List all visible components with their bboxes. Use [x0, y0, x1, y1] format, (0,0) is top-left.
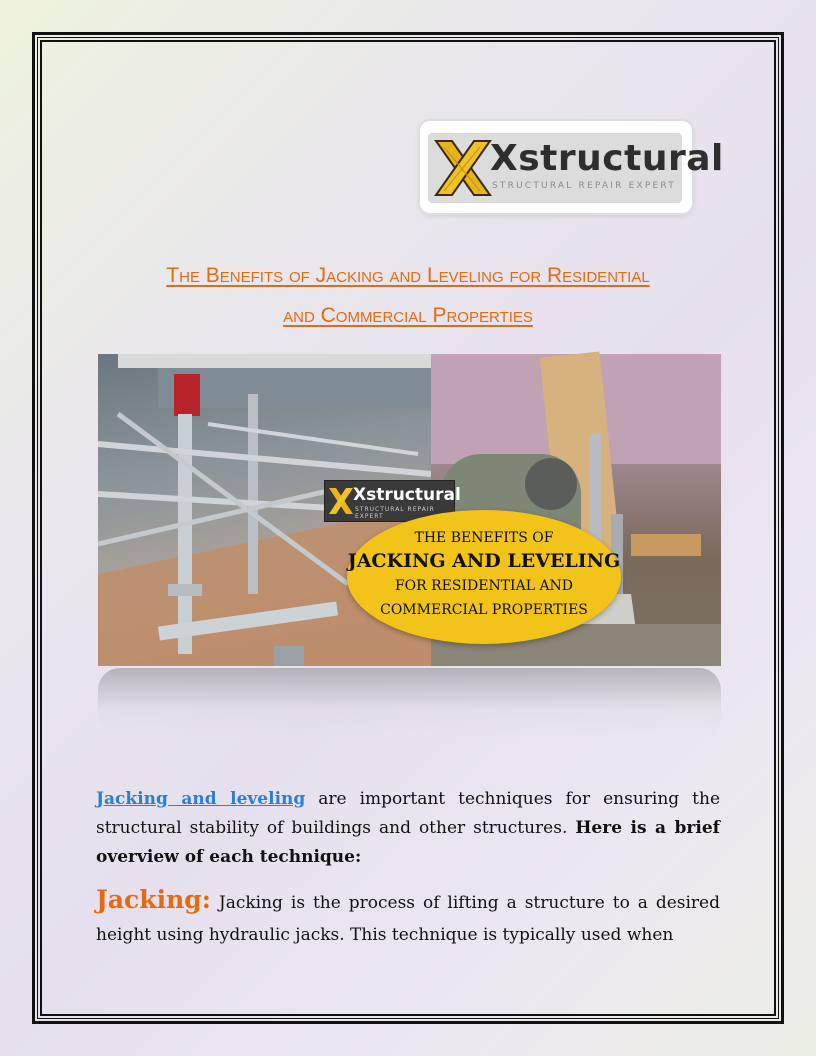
jacking-heading: Jacking:	[96, 885, 211, 914]
jacking-leveling-link[interactable]: Jacking and leveling	[96, 789, 306, 809]
logo-wordmark: Xstructural	[490, 138, 724, 179]
banner-text	[347, 528, 621, 622]
intro-bold-text: Here is a brief overview of each technique:	[96, 818, 720, 867]
jacking-paragraph	[96, 884, 720, 951]
intro-paragraph	[96, 785, 720, 872]
intro-text: are important techniques for ensuring the structural stability of buildings and other structures.	[96, 789, 721, 838]
jacking-text: Jacking is the process of lifting a structure to a desired height using hydraulic jacks. This technique is typically used when	[96, 893, 720, 945]
banner-x-logo-icon	[328, 486, 354, 516]
banner-logo-tagline: STRUCTURAL REPAIR EXPERT	[355, 506, 435, 520]
hero-banner-image	[98, 354, 721, 666]
logo-tagline: STRUCTURAL REPAIR EXPERT	[492, 181, 676, 191]
banner-line-1: THE BENEFITS OF	[414, 530, 554, 546]
banner-logo-wordmark: Xstructural	[353, 485, 461, 505]
page-title-line-1: The Benefits of Jacking and Leveling for Residential	[166, 264, 650, 287]
logo-panel	[428, 133, 724, 203]
page-title-line-2: and Commercial Properties	[283, 304, 533, 327]
banner-line-2: JACKING AND LEVELING	[347, 550, 621, 572]
company-logo	[420, 121, 724, 213]
banner-line-3: FOR RESIDENTIAL AND	[394, 578, 574, 594]
hero-reflection	[98, 668, 721, 738]
page-title	[96, 256, 720, 336]
banner-line-4: COMMERCIAL PROPERTIES	[380, 602, 588, 618]
x-logo-icon	[434, 137, 492, 199]
